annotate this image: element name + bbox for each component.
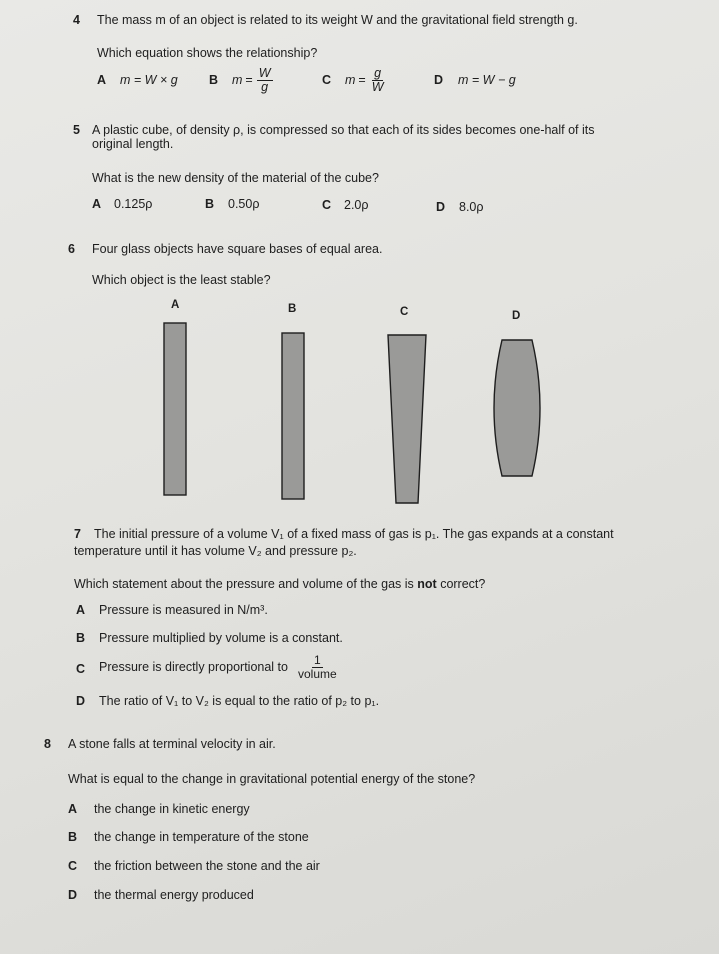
q4-option-d-label: D [434,73,444,87]
q7-option-b-label: B [76,631,86,645]
q4-stem: The mass m of an object is related to its weight W and the gravitational field strength g. [97,13,578,27]
q7-option-a: Pressure is measured in N/m³. [99,603,268,617]
q8-option-c: the friction between the stone and the air [94,859,320,873]
q5-option-b: 0.50ρ [228,197,260,211]
q8-option-b: the change in temperature of the stone [94,830,309,844]
q7-stem-line1: The initial pressure of a volume V₁ of a fixed mass of gas is p₁. The gas expands at a constant [94,527,614,541]
q4-prompt: Which equation shows the relationship? [97,46,318,60]
q6-stem: Four glass objects have square bases of equal area. [92,242,383,256]
q4-option-d: m = W − g [458,73,516,87]
q4-option-a-label: A [97,73,107,87]
q5-option-c-label: C [322,198,332,212]
q8-stem: A stone falls at terminal velocity in air. [68,737,276,751]
q7-number: 7 [74,527,81,541]
q4-option-a: m = W × g [120,73,178,87]
q5-option-d: 8.0ρ [459,200,484,214]
q4-option-c: m = $\frac{g}{W}$ [345,66,384,95]
q8-number: 8 [44,737,51,751]
q5-option-c: 2.0ρ [344,198,369,212]
q7-option-d: The ratio of V₁ to V₂ is equal to the ratio of p₂ to p₁. [99,694,380,708]
q7-option-b: Pressure multiplied by volume is a constant. [99,631,343,645]
object-d-shape [494,340,540,476]
q5-prompt: What is the new density of the material of the cube? [92,171,379,185]
q5-option-a-label: A [92,197,102,211]
object-b-shape [282,333,304,499]
q5-stem-line2: original length. [92,137,174,151]
q4-number: 4 [73,13,80,27]
q6-number: 6 [68,242,75,256]
q4-option-b-label: B [209,73,219,87]
q7-option-d-label: D [76,694,86,708]
q7-option-a-label: A [76,603,86,617]
q7-option-c-label: C [76,662,86,676]
object-c-shape [388,335,426,503]
q8-prompt: What is equal to the change in gravitational potential energy of the stone? [68,772,476,786]
q5-option-a: 0.125ρ [114,197,153,211]
q6-object-d-label: D [512,310,521,322]
q5-option-b-label: B [205,197,215,211]
q6-prompt: Which object is the least stable? [92,273,271,287]
q6-object-a-label: A [171,299,180,311]
q5-stem-line1: A plastic cube, of density ρ, is compressed so that each of its sides becomes one-half of its [92,123,595,137]
q7-prompt: Which statement about the pressure and volume of the gas is not correct? [74,577,486,591]
q8-option-d: the thermal energy produced [94,888,254,902]
q8-option-a-label: A [68,802,78,816]
q8-option-a: the change in kinetic energy [94,802,250,816]
q5-number: 5 [73,123,80,137]
q8-option-c-label: C [68,859,78,873]
q7-stem-line2: temperature until it has volume V₂ and pressure p₂. [74,544,357,558]
q4-option-b: m = $\frac{W}{g}$ [232,66,271,95]
q8-option-d-label: D [68,888,78,902]
q4-option-c-label: C [322,73,332,87]
q5-option-d-label: D [436,200,446,214]
q6-object-b-label: B [288,303,297,315]
q7-option-c: Pressure is directly proportional to $\frac{1}{\text{volume}}$ [99,653,337,681]
object-a-shape [164,323,186,495]
q6-object-c-label: C [400,306,409,318]
q8-option-b-label: B [68,830,78,844]
